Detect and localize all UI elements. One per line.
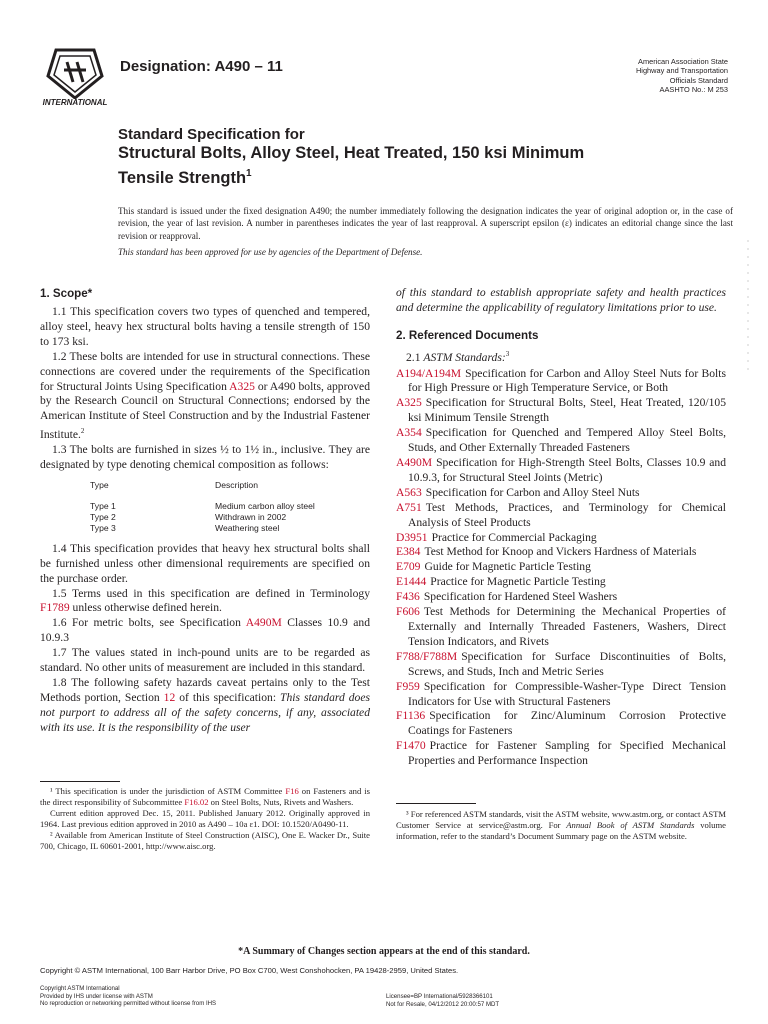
list-item [396, 605, 726, 650]
provider-notice [40, 985, 216, 1008]
ref-title: Specification for Hardened Steel Washers [423, 590, 618, 604]
para-1-1: 1.1 This specification covers two types of quenched and tempered, alloy steel, heavy hex structural bolts having a tensile strength of 150 to 173 ksi. [40, 305, 370, 348]
para-text: 1.2 These bolts are intended for use in structural connections. These connections are covered under the requirements of the Specification for Structural Joints Using Specification [40, 349, 370, 393]
para-text: of this specification: [175, 690, 281, 704]
ref-code[interactable]: A563 [396, 485, 422, 499]
section-heading-referenced-documents: 2. Referenced Documents [396, 328, 539, 342]
title-line3: Tensile Strength [118, 168, 247, 187]
safety-caveat-continuation: of this standard to establish appropriate safety and health practices and determine the applicability of regulatory limitations prior to use. [396, 286, 726, 314]
para-text: or A490 bolts, approved by the Research Council on Structural Connections; endorsed by the American Institute of Steel Construction and by the Industrial Fastener Institute. [40, 379, 370, 442]
dod-approval: This standard has been approved for use by agencies of the Department of Defense. [118, 247, 423, 257]
licensee-line: Licensee=BP International/5928366101 [386, 993, 493, 1000]
table-cell: Type 2 [90, 511, 116, 522]
aashto-line: AASHTO No.: M 253 [659, 85, 728, 95]
intro-note: This standard is issued under the fixed designation A490; the number immediately following the designation indicates the year of original adoption or, in the case of revision, the year of last revision. A number in parentheses indicates the year of last reapproval. A superscript epsilon (ε) indicates an editorial change since the last revision or reapproval. [118, 206, 733, 241]
ref-code[interactable]: F436 [396, 590, 420, 604]
para-text: 1.5 Terms used in this specification are defined in Terminology [52, 586, 370, 600]
ref-link-a490m[interactable]: A490M [245, 616, 282, 630]
list-item [396, 531, 726, 546]
ref-title: Test Methods, Practices, and Terminology for Chemical Analysis of Steel Products [408, 500, 726, 529]
footnote-3 [396, 809, 726, 842]
footnote-book-title: Annual Book of ASTM Standards [566, 820, 695, 830]
list-item [396, 501, 726, 531]
para-1-8 [40, 676, 370, 736]
table-cell: Medium carbon alloy steel [215, 500, 315, 511]
title-main: Structural Bolts, Alloy Steel, Heat Treated, 150 ksi Minimum [118, 144, 585, 162]
designation: Designation: A490 – 11 [120, 58, 283, 75]
list-item [396, 590, 726, 605]
ref-code[interactable]: F788/F788M [396, 649, 458, 663]
list-item [396, 456, 726, 486]
ref-title: Specification for High-Strength Steel Bolts, Classes 10.9 and 10.9.3, for Structural Steel Joints (Metric) [408, 456, 726, 484]
ref-link-a325[interactable]: A325 [229, 379, 255, 393]
licensee-notice [386, 993, 499, 1008]
ref-code[interactable]: A751 [396, 500, 422, 514]
title-prefix: Standard Specification for [118, 126, 305, 143]
ref-code[interactable]: A325 [396, 396, 422, 410]
list-item [396, 426, 726, 456]
table-cell: Type 1 [90, 500, 116, 511]
side-watermark [744, 240, 752, 370]
para-text: unless otherwise defined herein. [69, 601, 222, 615]
provider-line: Provided by IHS under license with ASTM [40, 992, 153, 1000]
ref-title: Test Method for Knoop and Vickers Hardness of Materials [424, 545, 697, 559]
ref-title: Specification for Carbon and Alloy Steel Nuts [425, 485, 640, 499]
para-1-2 [40, 350, 370, 443]
ref-code[interactable]: F1136 [396, 709, 426, 723]
table-row [90, 501, 315, 512]
ref-code[interactable]: F959 [396, 679, 420, 693]
para-1-4: 1.4 This specification provides that heavy hex structural bolts shall be furnished unless other dimensional requirements are specified on the purchase order. [40, 541, 370, 585]
list-item [396, 680, 726, 710]
para-1-6 [40, 616, 370, 646]
footnote-text: ³ For referenced ASTM standards, visit the ASTM website, www.astm.org, or contact ASTM Customer Service at service@astm.org. For [396, 809, 726, 830]
astm-logo [40, 46, 110, 110]
table-header-row [90, 480, 315, 501]
aashto-line: Officials Standard [669, 75, 728, 85]
table-row [90, 523, 315, 534]
subcommittee-link-f16-02[interactable]: F16.02 [184, 797, 209, 807]
ref-title: Specification for Structural Bolts, Steel, Heat Treated, 120/105 ksi Minimum Tensile Strength [408, 396, 726, 425]
ref-code[interactable]: D3951 [396, 530, 428, 544]
ref-title: Specification for Carbon and Alloy Steel Nuts for Bolts for High Pressure or High Temperature Service, or Both [408, 366, 726, 395]
type-table [90, 480, 315, 534]
referenced-standards-list [396, 367, 726, 769]
footnotes-left [40, 786, 370, 852]
para-text: 1.6 For metric bolts, see Specification [52, 616, 246, 630]
list-item [396, 367, 726, 397]
aashto-line: American Association State [638, 57, 728, 66]
list-item [396, 650, 726, 680]
licensee-line: Not for Resale, 04/12/2012 20:00:57 MDT [386, 1000, 500, 1008]
ref-code[interactable]: F1470 [396, 739, 426, 753]
footnote-2: ² Available from American Institute of Steel Construction (AISC), One E. Wacker Dr., Suite 700, Chicago, IL 60601-2001, http://www.aisc.org. [40, 830, 370, 851]
table-row [90, 512, 315, 523]
para-1-7: 1.7 The values stated in inch-pound units are to be regarded as standard. No other units of measurement are included in this standard. [40, 646, 370, 675]
summary-of-changes-note: *A Summary of Changes section appears at the end of this standard. [238, 946, 530, 957]
para-1-5 [40, 587, 370, 617]
title-footnote-marker: 1 [246, 167, 252, 179]
table-header: Description [215, 479, 258, 490]
ref-title: Test Methods for Determining the Mechanical Properties of Externally and Internally Threaded Fasteners, Washers, Direct Tension Indicators, and Rivets [408, 605, 726, 648]
para-1-3: 1.3 The bolts are furnished in sizes ½ to 1½ in., inclusive. They are designated by type denoting chemical composition as follows: [40, 443, 370, 471]
sub-num: 2.1 [406, 350, 424, 364]
footnote-text: ¹ This specification is under the jurisdiction of ASTM Committee [50, 786, 286, 796]
ref-code[interactable]: E709 [396, 560, 421, 574]
title-block [118, 126, 718, 188]
ref-code[interactable]: A194/A194M [396, 366, 462, 380]
list-item [396, 739, 726, 769]
left-column [40, 286, 370, 736]
table-cell: Type 3 [90, 522, 116, 533]
list-item [396, 396, 726, 426]
ref-title: Specification for Surface Discontinuities of Bolts, Screws, and Studs, Inch and Metric Series [408, 649, 726, 678]
list-item [396, 545, 726, 560]
astm-standards-label [396, 347, 726, 366]
para-text: Classes 10.9 and 10.9.3 [40, 616, 370, 645]
ref-link-f1789[interactable]: F1789 [40, 601, 70, 615]
safety-caveat: This standard does not purport to address all of the safety concerns, if any, associated with its use. It is the responsibility of the user [40, 690, 370, 734]
ref-title: Specification for Zinc/Aluminum Corrosion Protective Coatings for Fasteners [408, 709, 726, 738]
table-cell: Weathering steel [215, 522, 280, 533]
section-link-12[interactable]: 12 [163, 690, 176, 704]
committee-link-f16[interactable]: F16 [285, 786, 299, 796]
list-item [396, 560, 726, 575]
footnote-ref: 2 [80, 427, 85, 436]
sub-label: ASTM Standards: [423, 350, 506, 364]
ref-title: Guide for Magnetic Particle Testing [424, 560, 591, 574]
table-cell: Withdrawn in 2002 [215, 511, 287, 522]
ref-code[interactable]: E1444 [396, 575, 427, 589]
ref-code[interactable]: F606 [396, 605, 420, 619]
footnote-text: on Steel Bolts, Nuts, Rivets and Washers. [208, 797, 354, 807]
footnote-current-edition: Current edition approved Dec. 15, 2011. Published January 2012. Originally approved in 1964. Last previous edition approved in 2010 as A490 – 10a ε1. DOI: 10.1520/A0490-11. [40, 808, 370, 829]
footnote-divider [396, 803, 476, 804]
ref-title: Practice for Fastener Sampling for Specified Mechanical Properties and Performance Inspection [408, 739, 726, 768]
aashto-block [508, 57, 728, 95]
footnote-text: on Fasteners and is the direct responsibility of Subcommittee [40, 786, 370, 807]
provider-line: No reproduction or networking permitted without license from IHS [40, 1000, 217, 1008]
footnote-text: volume information, refer to the standard’s Document Summary page on the ASTM website. [396, 820, 726, 841]
list-item [396, 709, 726, 739]
section-heading-scope: 1. Scope* [40, 287, 93, 300]
ref-code[interactable]: A354 [396, 426, 422, 440]
list-item [396, 486, 726, 501]
ref-title: Specification for Quenched and Tempered Alloy Steel Bolts, Studs, and Other Externally Threaded Fasteners [408, 426, 726, 455]
ref-title: Specification for Compressible-Washer-Type Direct Tension Indicators for Use with Structural Fasteners [408, 679, 726, 708]
logo-text: INTERNATIONAL [42, 98, 108, 107]
footnote-divider [40, 781, 120, 782]
copyright-line: Copyright © ASTM International, 100 Barr Harbor Drive, PO Box C700, West Conshohocken, PA 19428-2959, United States. [40, 966, 459, 975]
right-column [396, 286, 726, 769]
ref-code[interactable]: E384 [396, 545, 421, 559]
footnotes-right [396, 809, 726, 842]
ref-title: Practice for Magnetic Particle Testing [430, 575, 606, 589]
para-text: 1.8 The following safety hazards caveat pertains only to the Test Methods portion, Section [40, 675, 370, 704]
footnote-1 [40, 786, 370, 808]
table-header: Type [90, 479, 109, 490]
list-item [396, 575, 726, 590]
ref-code[interactable]: A490M [396, 456, 433, 470]
provider-line: Copyright ASTM International [40, 985, 120, 992]
aashto-line: Highway and Transportation [635, 66, 728, 76]
footnote-ref: 3 [505, 349, 510, 358]
title-main-cont [118, 164, 718, 189]
ref-title: Practice for Commercial Packaging [431, 530, 597, 544]
